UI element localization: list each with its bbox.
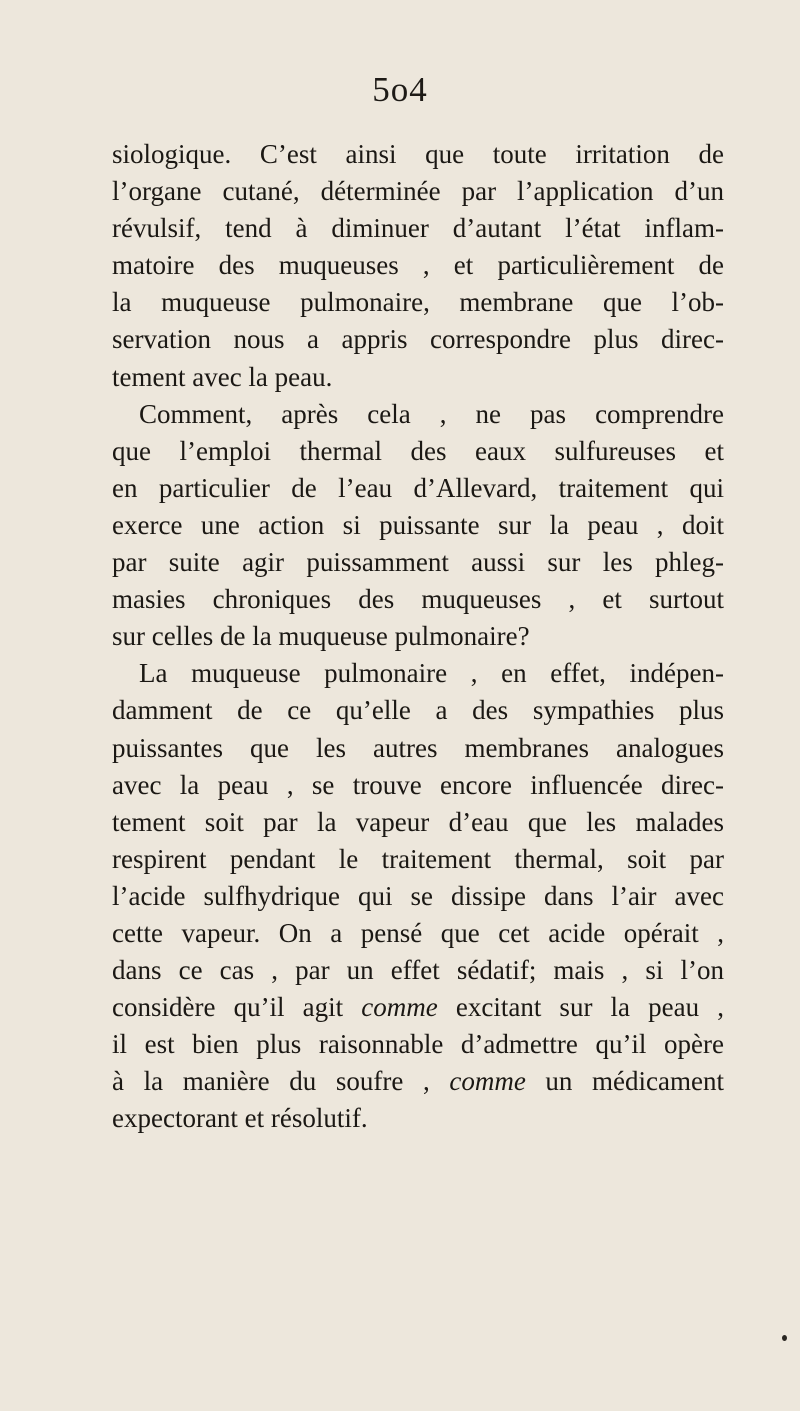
text-line: la muqueuse pulmonaire, membrane que l’ob-: [112, 287, 724, 318]
text-line: masies chroniques des muqueuses , et surtout: [112, 584, 724, 615]
body-text: [112, 136, 724, 1138]
text-line: puissantes que les autres membranes analogues: [112, 732, 724, 763]
text-line: Comment, après cela , ne pas comprendre: [139, 398, 724, 429]
text-line: que l’emploi thermal des eaux sulfureuses et: [112, 435, 724, 466]
text-line: cette vapeur. On a pensé que cet acide opérait ,: [112, 917, 724, 948]
text-line: matoire des muqueuses , et particulièrement de: [112, 250, 724, 281]
text-line: damment de ce qu’elle a des sympathies plus: [112, 695, 724, 726]
text-line: La muqueuse pulmonaire , en effet, indépen-: [139, 658, 724, 689]
italic-text: comme: [449, 1066, 526, 1097]
text-line: siologique. C’est ainsi que toute irritation de: [112, 139, 724, 169]
text-line: révulsif, tend à diminuer d’autant l’état inflam-: [112, 213, 724, 244]
text-line: tement avec la peau.: [112, 361, 333, 392]
text-segment: excitant sur la peau ,: [437, 992, 724, 1023]
text-line: il est bien plus raisonnable d’admettre qu’il opère: [112, 1029, 724, 1060]
italic-text: comme: [361, 992, 438, 1023]
text-line: l’organe cutané, déterminée par l’application d’un: [112, 176, 724, 207]
text-line: [112, 1063, 724, 1100]
text-line: en particulier de l’eau d’Allevard, traitement qui: [112, 472, 724, 503]
page-number: 5o4: [372, 70, 428, 109]
text-line: servation nous a appris correspondre plus direc-: [112, 324, 724, 355]
text-segment: considère qu’il agit: [112, 992, 362, 1023]
text-line: sur celles de la muqueuse pulmonaire?: [112, 621, 530, 652]
text-line: tement soit par la vapeur d’eau que les malades: [112, 806, 724, 837]
text-line: avec la peau , se trouve encore influencée direc-: [112, 769, 724, 800]
text-line: dans ce cas , par un effet sédatif; mais , si l’on: [112, 955, 724, 986]
text-line: exerce une action si puissante sur la peau , doit: [112, 509, 724, 540]
text-segment: un médicament: [525, 1066, 724, 1097]
text-line: respirent pendant le traitement thermal, soit par: [112, 843, 724, 874]
text-line: par suite agir puissamment aussi sur les phleg-: [112, 547, 724, 578]
text-line: [112, 989, 724, 1026]
text-line: expectorant et résolutif.: [112, 1103, 368, 1134]
text-segment: à la manière du soufre ,: [112, 1066, 450, 1097]
ink-speck: [782, 1335, 787, 1341]
text-line: l’acide sulfhydrique qui se dissipe dans l’air avec: [112, 880, 724, 911]
